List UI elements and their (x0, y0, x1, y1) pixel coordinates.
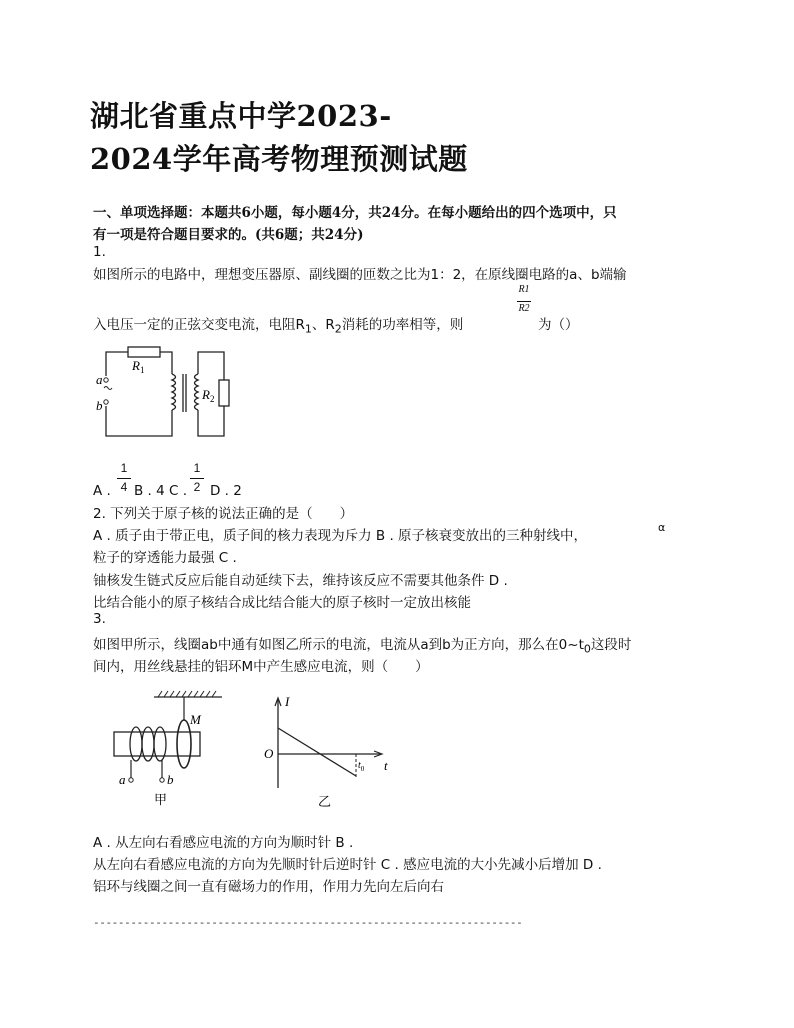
q3-fig-m: M (190, 712, 201, 727)
q1-option-a-den: 4 (120, 480, 128, 494)
q2-line4: 铀核发生链式反应后能自动延续下去，维持该反应不需要其他条件 D . (93, 573, 508, 589)
q1-fig-a: a (96, 372, 103, 387)
q1-option-c-den: 2 (193, 480, 201, 494)
q1-option-c-bar (190, 478, 204, 479)
q3-line1-text: 如图甲所示，线圈ab中通有如图乙所示的电流，电流从a到b为正方向，那么在0~t (93, 637, 584, 653)
q1-option-a-num: 1 (120, 461, 128, 475)
q3-number: 3. (93, 611, 106, 627)
q3-line1 (93, 633, 631, 656)
q3-line5: 铝环与线圈之间一直有磁场力的作用，作用力先向左后向右 (93, 879, 444, 895)
q1-number: 1. (93, 244, 106, 260)
q1-line1: 如图所示的电路中，理想变压器原、副线圈的匝数之比为1：2，在原线圈电路的a、b端输 (93, 267, 627, 283)
q2-line5: 比结合能小的原子核结合成比结合能大的原子核时一定放出核能 (93, 595, 471, 611)
document-title-line1: 湖北省重点中学2023- (90, 99, 392, 133)
q1-option-c-num: 1 (193, 461, 201, 475)
q3-fig-caption-jia: 甲 (154, 792, 168, 807)
q1-line2 (93, 313, 463, 336)
q1-line2-a: 入电压一定的正弦交变电流，电阻R (93, 317, 305, 333)
q3-fig-origin: O (264, 746, 274, 761)
q2-line1: 2. 下列关于原子核的说法正确的是（ ） (93, 506, 354, 522)
q2-line2: A . 质子由于带正电，质子间的核力表现为斥力 B . 原子核衰变放出的三种射线中， (93, 528, 588, 544)
q3-line1-sub: 0 (583, 642, 591, 656)
q3-fig-axis-i: I (285, 694, 290, 709)
q1-fig-r1: $R_1$ (132, 358, 145, 375)
footer-dashed-rule: --------------------------------------------------------------------- (93, 916, 523, 929)
q3-figure-jia (104, 690, 228, 810)
q1-option-a-bar (117, 478, 131, 479)
q1-line2-c: 消耗的功率相等，则 (341, 317, 464, 333)
section-heading-line1: 一、单项选择题：本题共6小题，每小题4分，共24分。在每小题给出的四个选项中，只 (93, 205, 617, 221)
q3-fig-t0: $t_0$ (358, 760, 365, 773)
q1-option-a-label: A . (93, 483, 111, 499)
q3-fig-axis-t: t (384, 758, 388, 773)
q3-fig-a: a (119, 772, 126, 787)
q1-line2-b: 、R (311, 317, 335, 333)
q3-line3: A . 从左向右看感应电流的方向为顺时针 B . (93, 835, 354, 851)
section-heading-line2: 有一项是符合题目要求的。(共6题；共24分) (93, 227, 364, 243)
q3-line1-end: 这段时 (590, 637, 632, 653)
q1-fig-b: b (96, 398, 103, 413)
q1-option-d: D . 2 (210, 483, 242, 499)
q2-alpha: α (658, 521, 666, 534)
q1-frac-numerator: R1 (518, 284, 530, 295)
q1-fig-r2: $R_2$ (202, 387, 215, 404)
q1-frac-bar (517, 301, 531, 302)
q2-line3: 粒子的穿透能力最强 C . (93, 550, 237, 566)
q3-line4: 从左向右看感应电流的方向为先顺时针后逆时针 C . 感应电流的大小先减小后增加 D . (93, 857, 602, 873)
q3-fig-b: b (167, 772, 174, 787)
q1-sub2: 2 (334, 322, 342, 336)
q1-line2-d: 为（） (538, 317, 579, 333)
q1-frac-denominator: R2 (518, 303, 530, 314)
q3-figure-yi (258, 692, 398, 810)
document-title-line2: 2024学年高考物理预测试题 (90, 142, 468, 176)
q1-sub1: 1 (304, 322, 312, 336)
q3-line2: 间内，用丝线悬挂的铝环M中产生感应电流，则（ ） (93, 659, 429, 675)
q3-fig-caption-yi: 乙 (318, 794, 332, 809)
q1-circuit-figure (92, 340, 242, 446)
q1-option-b-c: B . 4 C . (134, 483, 188, 499)
